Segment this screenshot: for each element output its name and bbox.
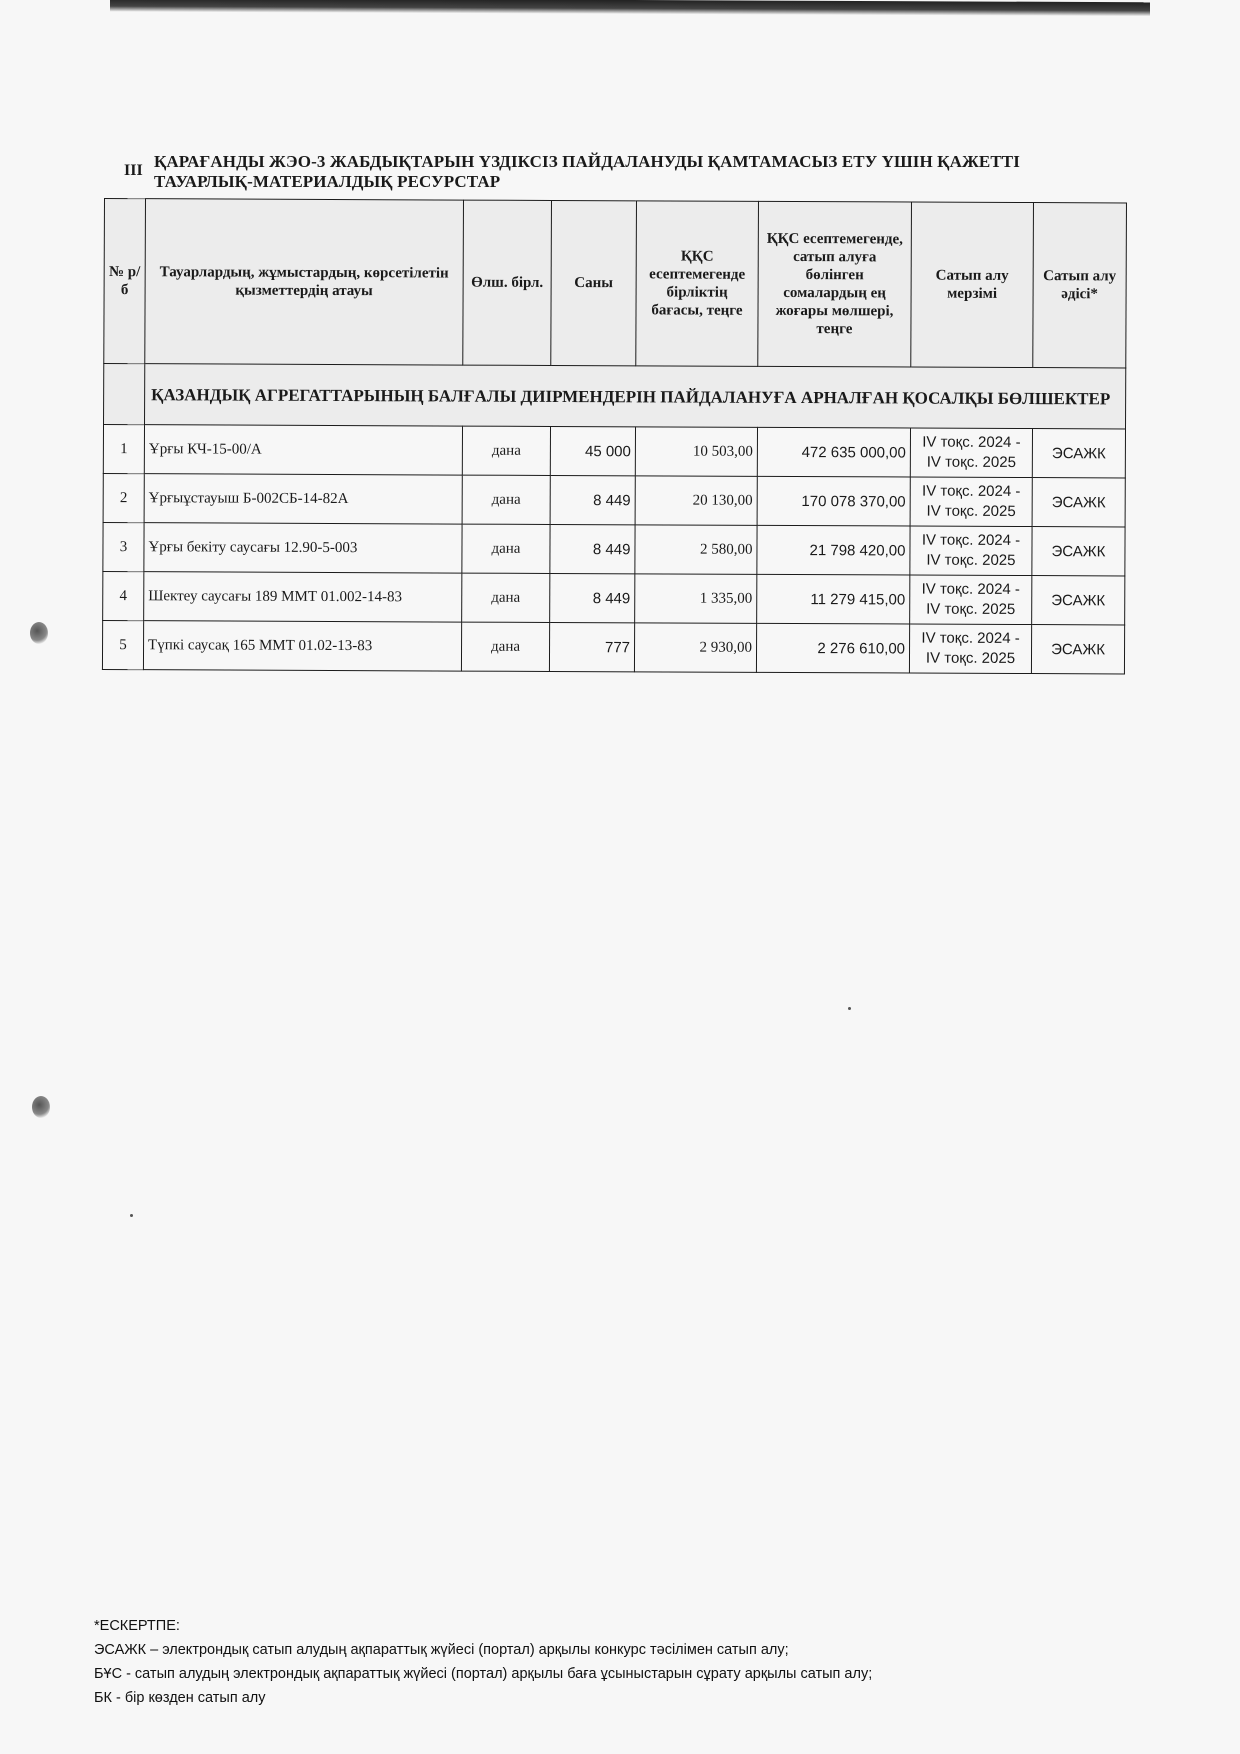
scan-edge-shadow (110, 0, 1150, 16)
row-term (910, 575, 1032, 625)
row-term-to: IV тоқс. 2025 (926, 551, 1016, 569)
row-term (909, 624, 1031, 674)
row-term (910, 526, 1032, 576)
header-unit: Өлш. бірл. (463, 200, 552, 365)
row-method: ЭСАЖК (1031, 625, 1124, 674)
section-title: ҚАРАҒАНДЫ ЖЭО-3 ЖАБДЫҚТАРЫН ҮЗДІКСІЗ ПАЙДАЛАНУДЫ ҚАМТАМАСЫЗ ЕТУ ҮШІН ҚАЖЕТТІ ТАУАРЛЫҚ-МАТЕРИАЛДЫҚ РЕСУРСТАР (154, 152, 1020, 191)
section-number: III (124, 162, 143, 179)
row-max-amount: 472 635 000,00 (757, 427, 910, 477)
row-unit: дана (461, 622, 549, 671)
group-title: ҚАЗАНДЫҚ АГРЕГАТТАРЫНЫҢ БАЛҒАЛЫ ДИІРМЕНДЕРІН ПАЙДАЛАНУҒА АРНАЛҒАН ҚОСАЛҚЫ БӨЛШЕКТЕР (145, 364, 1126, 429)
row-term-to: IV тоқс. 2025 (926, 453, 1016, 471)
table-header-row (104, 199, 1127, 368)
row-term-to: IV тоқс. 2025 (925, 649, 1016, 667)
row-unit: дана (462, 475, 550, 524)
row-method: ЭСАЖК (1032, 429, 1125, 478)
row-term (910, 477, 1032, 527)
row-method: ЭСАЖК (1032, 576, 1125, 625)
row-name: Ұрғы КЧ-15-00/А (144, 425, 462, 475)
row-quantity: 45 000 (550, 426, 635, 475)
row-term-from: IV тоқс. 2024 - (922, 482, 1021, 501)
row-number: 2 (103, 473, 144, 522)
group-empty-cell (104, 364, 145, 425)
row-unit: дана (462, 524, 550, 573)
row-unit-price: 2 580,00 (635, 525, 757, 575)
row-unit: дана (462, 573, 550, 622)
table-row (103, 522, 1125, 575)
header-number: № р/б (104, 199, 146, 364)
row-unit-price: 2 930,00 (634, 623, 756, 673)
row-unit-price: 10 503,00 (635, 427, 757, 477)
header-quantity: Саны (551, 200, 637, 365)
footnote-title: *ЕСКЕРТПЕ: (94, 1618, 180, 1634)
header-unit-price: ҚҚС есептемегенде бірліктің бағасы, теңге (636, 201, 759, 367)
row-unit: дана (462, 426, 550, 475)
group-row (104, 364, 1126, 429)
row-name: Ұрғыұстауыш Б-002СБ-14-82А (144, 474, 462, 524)
row-unit-price: 20 130,00 (635, 476, 757, 526)
row-max-amount: 21 798 420,00 (757, 525, 910, 575)
header-method: Сатып алу әдісі* (1033, 203, 1127, 368)
row-term-from: IV тоқс. 2024 - (921, 629, 1020, 647)
row-name: Түпкі саусақ 165 ММТ 01.02-13-83 (143, 621, 461, 671)
header-max-amount: ҚҚС есептемегенде, сатып алуға бөлінген сомалардың ең жоғары мөлшері, теңге (758, 201, 912, 367)
punch-hole-mark (30, 622, 48, 644)
row-term-from: IV тоқс. 2024 - (921, 531, 1021, 550)
procurement-table (102, 198, 1127, 674)
footnote-line: ЭСАЖК – электрондық сатып алудың ақпараттық жүйесі (портал) арқылы конкурс тәсілімен сатып алу; (94, 1642, 789, 1658)
scan-speck (848, 1007, 851, 1010)
row-number: 3 (103, 522, 144, 571)
row-term-to: IV тоқс. 2025 (926, 502, 1016, 520)
table-row (103, 425, 1125, 478)
header-name: Тауарлардың, жұмыстардың, көрсетілетін қызметтердің атауы (145, 199, 464, 365)
row-max-amount: 2 276 610,00 (756, 623, 909, 673)
row-name: Шектеу саусағы 189 ММТ 01.002-14-83 (144, 572, 462, 622)
punch-hole-mark (32, 1096, 50, 1118)
row-method: ЭСАЖК (1032, 527, 1125, 576)
row-max-amount: 11 279 415,00 (757, 574, 910, 624)
footnote-line: БК - бір көзден сатып алу (94, 1690, 266, 1706)
row-term-from: IV тоқс. 2024 - (922, 433, 1021, 452)
row-term-to: IV тоқс. 2025 (926, 600, 1016, 618)
row-number: 4 (103, 571, 144, 620)
row-term-from: IV тоқс. 2024 - (921, 580, 1020, 599)
row-max-amount: 170 078 370,00 (757, 476, 910, 526)
row-number: 1 (103, 425, 144, 474)
header-term: Сатып алу мерзімі (911, 202, 1034, 368)
row-quantity: 777 (549, 622, 634, 671)
row-unit-price: 1 335,00 (635, 574, 757, 624)
row-quantity: 8 449 (550, 475, 635, 524)
row-quantity: 8 449 (550, 573, 635, 622)
row-quantity: 8 449 (550, 524, 635, 573)
scan-speck (130, 1214, 133, 1217)
table-row (103, 473, 1125, 526)
row-number: 5 (102, 620, 143, 669)
table-row (102, 620, 1124, 673)
row-name: Ұрғы бекіту саусағы 12.90-5-003 (144, 523, 462, 573)
table-row (103, 571, 1125, 624)
row-term (910, 428, 1032, 478)
footnote-line: БҰС - сатып алудың электрондық ақпараттық жүйесі (портал) арқылы баға ұсыныстарын сұрату арқылы сатып алу; (94, 1666, 873, 1682)
row-method: ЭСАЖК (1032, 478, 1125, 527)
footnote (94, 1614, 872, 1710)
